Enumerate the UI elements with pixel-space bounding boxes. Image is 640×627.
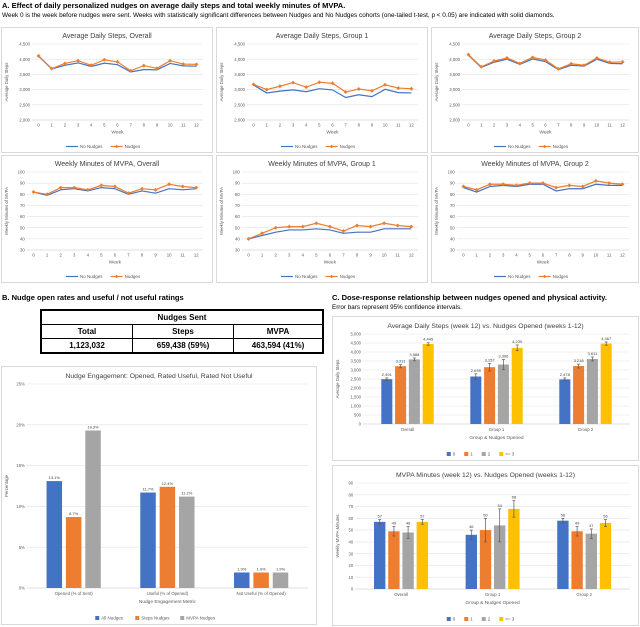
- table-col-steps: Steps: [133, 325, 234, 339]
- svg-text:3,306: 3,306: [498, 353, 509, 359]
- svg-text:57: 57: [377, 513, 382, 519]
- svg-text:100: 100: [232, 169, 240, 175]
- svg-text:90: 90: [348, 480, 354, 486]
- svg-text:8: 8: [140, 252, 144, 258]
- svg-text:No Nudges: No Nudges: [295, 144, 318, 150]
- svg-text:Average Daily Steps, Group 1: Average Daily Steps, Group 1: [275, 33, 369, 40]
- svg-text:No Nudges: No Nudges: [80, 144, 103, 150]
- svg-text:10: 10: [381, 252, 387, 258]
- svg-text:Group 1: Group 1: [484, 592, 501, 597]
- svg-text:Nudges: Nudges: [124, 274, 141, 280]
- svg-text:1: 1: [265, 122, 268, 128]
- svg-text:10: 10: [382, 122, 388, 128]
- svg-text:Nudges: Nudges: [552, 274, 569, 280]
- svg-text:Opened (% of Sent): Opened (% of Sent): [54, 591, 93, 596]
- svg-text:Average Daily Steps, Overall: Average Daily Steps, Overall: [62, 33, 152, 40]
- svg-text:>= 3: >= 3: [505, 616, 515, 622]
- svg-text:1: 1: [475, 252, 478, 258]
- svg-text:2,000: 2,000: [19, 117, 30, 123]
- svg-text:Nudge Engagement Metric: Nudge Engagement Metric: [138, 600, 196, 605]
- panel-a-subtitle: Week 0 is the week before nudges were sent. Weeks with statistically significant differences between Nudges and No Nudges cohorts (one-tailed t-test, p < 0.05) are indicated with solid diamonds.: [2, 12, 555, 19]
- svg-text:4: 4: [518, 122, 522, 128]
- svg-text:47: 47: [589, 522, 594, 528]
- svg-text:Group & Nudges Opened: Group & Nudges Opened: [469, 436, 524, 441]
- mvpa-group1-line-chart: [217, 156, 427, 282]
- svg-text:5,000: 5,000: [350, 331, 361, 337]
- svg-text:40: 40: [450, 236, 455, 242]
- svg-text:1.9%: 1.9%: [275, 566, 286, 572]
- mvpa-group2-line-chart: [432, 156, 638, 282]
- svg-text:13.1%: 13.1%: [48, 475, 60, 481]
- svg-text:80: 80: [348, 492, 354, 498]
- svg-text:Nudges: Nudges: [124, 144, 141, 150]
- svg-text:Group 2: Group 2: [577, 427, 594, 432]
- svg-text:10: 10: [348, 574, 354, 580]
- svg-text:70: 70: [20, 203, 25, 209]
- svg-text:Useful (% of Opened): Useful (% of Opened): [146, 591, 189, 596]
- svg-text:49: 49: [391, 520, 397, 526]
- svg-text:11: 11: [607, 122, 612, 128]
- svg-text:8: 8: [568, 252, 571, 258]
- svg-text:4: 4: [89, 122, 93, 128]
- panel-b-title: B. Nudge open rates and useful / not useful ratings: [2, 293, 184, 302]
- svg-text:40: 40: [235, 236, 240, 242]
- svg-text:3,157: 3,157: [484, 357, 495, 363]
- svg-text:40: 40: [348, 539, 354, 545]
- svg-text:11: 11: [396, 122, 401, 128]
- svg-text:Week: Week: [539, 130, 552, 136]
- svg-text:7: 7: [557, 122, 560, 128]
- svg-text:1,500: 1,500: [350, 394, 361, 400]
- panel-c-subtitle: Error bars represent 95% confidence intervals.: [332, 304, 462, 311]
- svg-text:7: 7: [342, 252, 345, 258]
- svg-text:Week: Week: [536, 260, 549, 266]
- svg-text:Not Useful (% of Opened): Not Useful (% of Opened): [236, 591, 286, 596]
- chart-steps-overall: [1, 27, 213, 153]
- svg-text:6: 6: [116, 122, 119, 128]
- svg-text:Average Daily Steps: Average Daily Steps: [335, 359, 340, 399]
- svg-text:1.9%: 1.9%: [256, 566, 266, 572]
- svg-text:12.4%: 12.4%: [161, 480, 174, 486]
- svg-text:5%: 5%: [18, 544, 25, 550]
- svg-text:58: 58: [560, 512, 566, 518]
- svg-text:4: 4: [304, 122, 308, 128]
- svg-text:5: 5: [103, 122, 106, 128]
- svg-text:12: 12: [408, 252, 414, 258]
- svg-text:2: 2: [492, 122, 496, 128]
- svg-text:3,000: 3,000: [350, 367, 361, 373]
- svg-text:1: 1: [470, 451, 473, 457]
- svg-text:MVPA Nudges: MVPA Nudges: [186, 615, 216, 621]
- svg-text:Nudges: Nudges: [339, 144, 356, 150]
- svg-text:0: 0: [32, 252, 35, 258]
- svg-text:0: 0: [467, 122, 470, 128]
- svg-text:2,000: 2,000: [449, 117, 460, 123]
- svg-text:5: 5: [528, 252, 531, 258]
- svg-text:2: 2: [59, 252, 62, 258]
- svg-text:8: 8: [357, 122, 361, 128]
- svg-text:49: 49: [574, 520, 580, 526]
- svg-text:70: 70: [450, 203, 455, 209]
- panel-a-title: A. Effect of daily personalized nudges on average daily steps and total weekly minutes of MVPA.: [2, 1, 346, 10]
- svg-text:5: 5: [100, 252, 103, 258]
- nudges-sent-table: [40, 309, 324, 354]
- chart-mvpa-vs-opened: [332, 465, 639, 626]
- svg-text:Nudges: Nudges: [552, 144, 569, 150]
- svg-text:1: 1: [480, 122, 483, 128]
- svg-text:50: 50: [235, 225, 240, 231]
- table-header: Nudges Sent: [41, 310, 323, 325]
- svg-text:8: 8: [142, 122, 146, 128]
- svg-text:2,478: 2,478: [559, 371, 570, 377]
- svg-text:12: 12: [409, 122, 414, 128]
- svg-text:90: 90: [235, 180, 240, 186]
- svg-text:20: 20: [348, 563, 354, 569]
- svg-text:50: 50: [450, 225, 455, 231]
- svg-text:20%: 20%: [16, 422, 25, 428]
- svg-text:2: 2: [278, 122, 282, 128]
- svg-text:4,000: 4,000: [234, 56, 245, 62]
- steps-group2-line-chart: [432, 28, 638, 152]
- svg-text:50: 50: [348, 527, 354, 533]
- svg-text:11: 11: [180, 252, 185, 258]
- svg-text:Average Daily Steps: Average Daily Steps: [4, 62, 9, 102]
- svg-text:Week: Week: [323, 260, 336, 266]
- table-value-total: 1,123,032: [41, 339, 133, 354]
- svg-text:100: 100: [17, 169, 25, 175]
- svg-text:5: 5: [531, 122, 534, 128]
- svg-text:8: 8: [355, 252, 359, 258]
- svg-text:Overall: Overall: [394, 592, 408, 597]
- svg-text:2: 2: [488, 252, 492, 258]
- svg-text:5: 5: [315, 252, 318, 258]
- svg-text:12: 12: [620, 122, 625, 128]
- svg-text:Group 2: Group 2: [576, 592, 592, 597]
- svg-text:3,000: 3,000: [449, 87, 460, 93]
- svg-text:Overall: Overall: [400, 427, 415, 432]
- svg-text:Steps Nudges: Steps Nudges: [141, 615, 170, 621]
- svg-text:5: 5: [318, 122, 321, 128]
- svg-text:No Nudges: No Nudges: [508, 144, 531, 150]
- svg-text:8.7%: 8.7%: [69, 511, 79, 517]
- svg-text:Weekly Minutes of MVPA, Group: Weekly Minutes of MVPA, Group 2: [481, 161, 589, 168]
- svg-text:1,000: 1,000: [350, 403, 361, 409]
- svg-text:8: 8: [569, 122, 573, 128]
- svg-text:10: 10: [593, 252, 599, 258]
- svg-text:7: 7: [554, 252, 558, 258]
- svg-text:30: 30: [20, 247, 25, 253]
- nudge-engagement-bar-chart: [2, 367, 316, 624]
- svg-text:50: 50: [20, 225, 25, 231]
- svg-text:70: 70: [348, 504, 354, 510]
- svg-text:Group 1: Group 1: [488, 427, 505, 432]
- svg-text:57: 57: [420, 513, 425, 519]
- table-value-steps: 659,438 (59%): [133, 339, 234, 354]
- svg-text:Group & Nudges Opened: Group & Nudges Opened: [465, 601, 520, 606]
- svg-text:11: 11: [181, 122, 186, 128]
- svg-text:4,500: 4,500: [234, 41, 245, 47]
- svg-text:10: 10: [167, 122, 173, 128]
- svg-text:60: 60: [235, 214, 240, 220]
- svg-text:1: 1: [470, 616, 473, 622]
- svg-text:2: 2: [274, 252, 277, 258]
- svg-text:No Nudges: No Nudges: [295, 274, 318, 280]
- svg-text:4: 4: [515, 252, 518, 258]
- svg-text:Average Daily Steps, Group 2: Average Daily Steps, Group 2: [488, 33, 582, 40]
- svg-text:54: 54: [497, 502, 502, 508]
- svg-text:1: 1: [50, 122, 53, 128]
- svg-text:Week: Week: [111, 130, 124, 136]
- svg-text:Week: Week: [326, 130, 339, 136]
- svg-text:0: 0: [452, 616, 456, 622]
- svg-text:3,211: 3,211: [395, 358, 406, 364]
- svg-text:3,611: 3,611: [587, 351, 598, 357]
- mvpa-vs-opened-bar-chart: [333, 466, 638, 625]
- svg-text:2,000: 2,000: [350, 385, 361, 391]
- svg-text:Average Daily Steps: Average Daily Steps: [219, 62, 224, 102]
- svg-text:Weekly MVPA Minutes: Weekly MVPA Minutes: [335, 514, 340, 558]
- svg-text:1: 1: [45, 252, 49, 258]
- svg-text:10: 10: [166, 252, 172, 258]
- svg-text:0: 0: [358, 421, 361, 427]
- steps-overall-line-chart: [2, 28, 212, 152]
- svg-text:4: 4: [86, 252, 89, 258]
- svg-text:11: 11: [606, 252, 612, 258]
- chart-steps-group1: [216, 27, 428, 153]
- chart-mvpa-group2: [431, 155, 639, 283]
- svg-text:4: 4: [301, 252, 304, 258]
- svg-text:Weekly Minutes of MVPA, Group: Weekly Minutes of MVPA, Group 1: [268, 161, 376, 168]
- svg-text:11: 11: [395, 252, 400, 258]
- chart-steps-group2: [431, 27, 639, 153]
- svg-text:3,500: 3,500: [234, 72, 245, 77]
- svg-text:4,500: 4,500: [350, 340, 361, 346]
- steps-group1-line-chart: [217, 28, 427, 152]
- svg-text:6: 6: [544, 122, 547, 128]
- svg-text:2,491: 2,491: [381, 371, 392, 377]
- svg-text:Week: Week: [108, 260, 121, 266]
- svg-text:3,000: 3,000: [19, 87, 30, 93]
- svg-text:60: 60: [348, 515, 354, 521]
- svg-text:80: 80: [235, 191, 240, 197]
- svg-text:2: 2: [487, 451, 491, 457]
- svg-text:Nudges: Nudges: [339, 274, 356, 280]
- svg-text:0: 0: [462, 252, 465, 258]
- svg-text:68: 68: [511, 494, 517, 500]
- svg-text:0: 0: [252, 122, 255, 128]
- svg-text:2: 2: [63, 122, 67, 128]
- svg-text:80: 80: [20, 191, 25, 197]
- svg-text:3,218: 3,218: [573, 358, 584, 364]
- svg-text:56: 56: [603, 513, 608, 519]
- svg-text:7: 7: [127, 252, 130, 258]
- svg-text:7: 7: [129, 122, 132, 128]
- svg-text:9: 9: [370, 122, 374, 128]
- svg-text:Weekly Minutes of MVPA: Weekly Minutes of MVPA: [219, 186, 224, 236]
- svg-text:4,000: 4,000: [449, 56, 460, 62]
- chart-mvpa-group1: [216, 155, 428, 283]
- svg-text:>= 3: >= 3: [505, 451, 515, 457]
- svg-text:9: 9: [369, 252, 372, 258]
- svg-text:500: 500: [354, 412, 361, 418]
- svg-text:12: 12: [194, 122, 199, 128]
- svg-text:3: 3: [501, 252, 505, 258]
- svg-text:30: 30: [450, 247, 455, 253]
- svg-text:90: 90: [450, 180, 455, 186]
- svg-text:70: 70: [235, 203, 240, 209]
- svg-text:No Nudges: No Nudges: [508, 274, 531, 280]
- svg-text:10%: 10%: [16, 504, 25, 509]
- svg-text:9: 9: [154, 252, 157, 258]
- svg-text:No Nudges: No Nudges: [80, 274, 103, 280]
- svg-text:2,639: 2,639: [470, 367, 481, 373]
- svg-text:2: 2: [487, 616, 491, 622]
- svg-text:Average Daily Steps (week 12): Average Daily Steps (week 12) vs. Nudges Opened (weeks 1-12): [387, 323, 584, 330]
- svg-text:7: 7: [344, 122, 347, 128]
- svg-text:4,000: 4,000: [19, 56, 30, 62]
- svg-text:3,000: 3,000: [234, 87, 245, 93]
- svg-text:3: 3: [288, 252, 291, 258]
- svg-text:3,588: 3,588: [409, 351, 420, 357]
- svg-text:46: 46: [469, 524, 474, 530]
- svg-text:1: 1: [260, 252, 264, 258]
- svg-text:6: 6: [113, 252, 117, 258]
- table-col-total: Total: [41, 325, 133, 339]
- svg-text:15%: 15%: [16, 463, 25, 469]
- svg-text:0: 0: [350, 586, 354, 592]
- svg-text:4,500: 4,500: [19, 41, 30, 47]
- svg-text:0: 0: [247, 252, 250, 258]
- svg-text:11.7%: 11.7%: [142, 486, 154, 492]
- mvpa-overall-line-chart: [2, 156, 212, 282]
- svg-text:4,500: 4,500: [449, 41, 460, 47]
- steps-vs-opened-bar-chart: [333, 317, 638, 460]
- svg-text:25%: 25%: [16, 381, 25, 387]
- svg-text:40: 40: [20, 236, 25, 242]
- svg-text:Weekly Minutes of MVPA: Weekly Minutes of MVPA: [4, 186, 9, 236]
- svg-text:Weekly Minutes of MVPA: Weekly Minutes of MVPA: [434, 186, 439, 236]
- svg-text:MVPA Minutes (week 12) vs. Nud: MVPA Minutes (week 12) vs. Nudges Opened (weeks 1-12): [396, 472, 575, 479]
- svg-text:50: 50: [483, 512, 488, 518]
- svg-text:2,500: 2,500: [234, 102, 245, 108]
- svg-text:6: 6: [541, 252, 545, 258]
- svg-text:4,230: 4,230: [512, 338, 523, 344]
- svg-text:60: 60: [450, 214, 455, 220]
- svg-text:9: 9: [155, 122, 159, 128]
- svg-text:2,500: 2,500: [19, 102, 30, 108]
- svg-text:12: 12: [619, 252, 625, 258]
- svg-text:Nudge Engagement: Opened, Rate: Nudge Engagement: Opened, Rated Useful, Rated Not Useful: [65, 373, 253, 380]
- svg-text:19.3%: 19.3%: [87, 424, 99, 430]
- svg-text:4,000: 4,000: [350, 349, 361, 355]
- svg-text:0: 0: [37, 122, 40, 128]
- svg-text:4,467: 4,467: [601, 335, 612, 341]
- svg-text:9: 9: [581, 252, 584, 258]
- svg-text:3: 3: [505, 122, 509, 128]
- svg-text:3: 3: [76, 122, 80, 128]
- svg-text:3,500: 3,500: [449, 72, 460, 77]
- svg-text:0: 0: [452, 451, 456, 457]
- svg-text:2,500: 2,500: [449, 102, 460, 108]
- svg-text:3: 3: [73, 252, 76, 258]
- svg-text:10: 10: [594, 122, 600, 128]
- chart-nudge-engagement: [1, 366, 317, 625]
- svg-text:0%: 0%: [18, 585, 25, 591]
- svg-text:9: 9: [582, 122, 586, 128]
- panel-c-title: C. Dose-response relationship between nudges opened and physical activity.: [332, 293, 607, 302]
- svg-text:Percentage: Percentage: [4, 475, 9, 497]
- svg-text:3,500: 3,500: [350, 358, 361, 364]
- chart-mvpa-overall: [1, 155, 213, 283]
- svg-text:Average Daily Steps: Average Daily Steps: [434, 62, 439, 102]
- svg-text:Weekly Minutes of MVPA, Overal: Weekly Minutes of MVPA, Overall: [54, 161, 160, 168]
- svg-text:30: 30: [348, 551, 354, 557]
- svg-text:2,000: 2,000: [234, 117, 245, 123]
- svg-text:11.2%: 11.2%: [181, 490, 193, 496]
- svg-text:90: 90: [20, 180, 25, 186]
- svg-text:3: 3: [291, 122, 295, 128]
- svg-text:6: 6: [328, 252, 332, 258]
- svg-text:30: 30: [235, 247, 240, 253]
- svg-text:48: 48: [405, 520, 411, 526]
- svg-text:2,500: 2,500: [350, 376, 361, 382]
- svg-text:All Nudges: All Nudges: [101, 615, 124, 621]
- svg-text:12: 12: [193, 252, 199, 258]
- table-col-mvpa: MVPA: [234, 325, 324, 339]
- svg-text:3,500: 3,500: [19, 72, 30, 77]
- svg-text:4,445: 4,445: [423, 336, 434, 342]
- svg-text:6: 6: [331, 122, 334, 128]
- svg-text:80: 80: [450, 191, 455, 197]
- chart-steps-vs-opened: [332, 316, 639, 461]
- table-value-mvpa: 463,594 (41%): [234, 339, 324, 354]
- svg-text:60: 60: [20, 214, 25, 220]
- svg-text:100: 100: [447, 169, 455, 175]
- svg-text:1.9%: 1.9%: [237, 566, 247, 572]
